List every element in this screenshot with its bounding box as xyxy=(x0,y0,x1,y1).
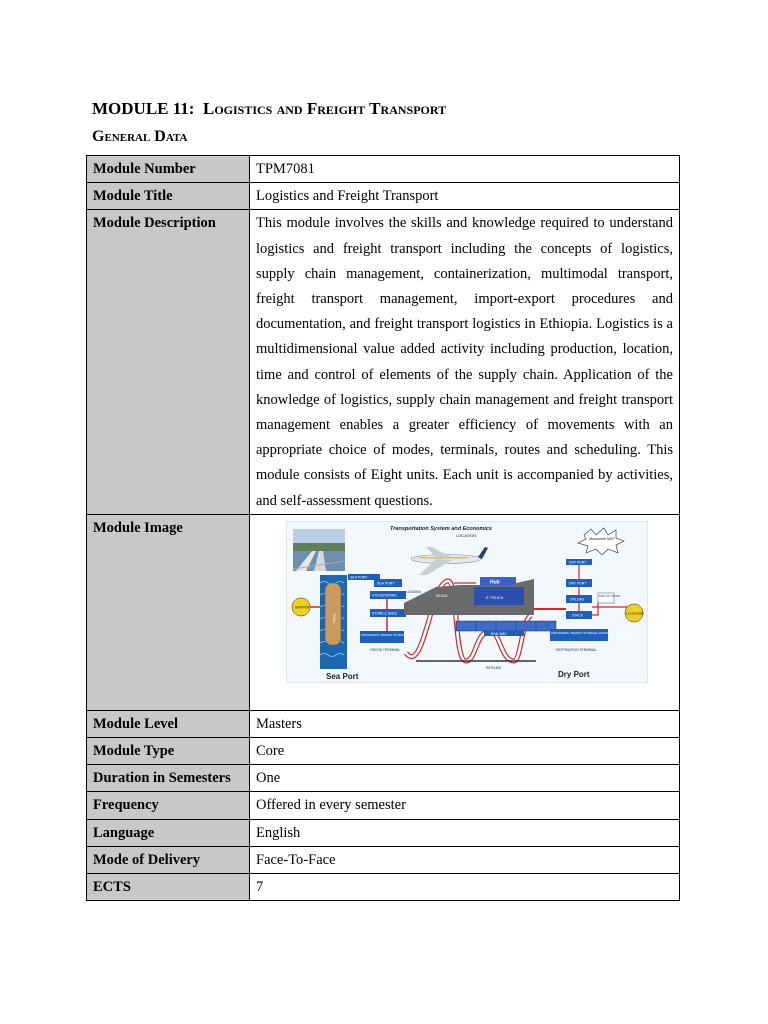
table-row xyxy=(87,765,680,792)
module-title-value: Logistics and Freight Transport xyxy=(250,183,680,210)
section-heading: General Data xyxy=(92,128,188,145)
module-name: Logistics and Freight Transport xyxy=(202,99,447,118)
module-image-cell xyxy=(250,514,680,710)
stevedoring-box: STEVEDORING xyxy=(372,593,397,598)
trucks-box: E TRUCK xyxy=(486,594,504,600)
dry-port-box-2: DRY PORT xyxy=(569,581,587,586)
pickup-label: PICK UP TRUCK xyxy=(599,593,621,598)
ects-value: 7 xyxy=(250,874,680,901)
module-label: MODULE 11: xyxy=(92,99,195,118)
ship-text: CMA xyxy=(332,613,337,623)
table-row xyxy=(87,210,680,514)
module-number-key: Module Number xyxy=(87,156,250,183)
module-title-key: Module Title xyxy=(87,183,250,210)
sea-port-box: SEA PORT xyxy=(350,575,368,580)
diagram-location: LOCATION xyxy=(456,532,477,538)
table-row xyxy=(87,792,680,819)
module-image-key: Module Image xyxy=(87,514,250,710)
pipeline-label: PIPELINE xyxy=(486,665,502,670)
frequency-key: Frequency xyxy=(87,792,250,819)
table-row xyxy=(87,846,680,873)
train-photo xyxy=(293,529,345,571)
road-label: ROAD xyxy=(436,592,448,598)
module-level-key: Module Level xyxy=(87,710,250,737)
consignee-label: CONSIGNEE xyxy=(626,611,645,616)
module-level-value: Masters xyxy=(250,710,680,737)
processing-right-box: PROCESSING TRANSIT STORAGE LOADING & DISPATCHING xyxy=(551,630,633,635)
unload-box: UNLOAD xyxy=(570,597,585,602)
cloud-text: Motorized/ NMT xyxy=(589,536,615,541)
module-type-key: Module Type xyxy=(87,738,250,765)
frequency-value: Offered in every semester xyxy=(250,792,680,819)
origin-terminal: ORIGIN TERMINAL xyxy=(370,647,401,652)
sea-port-box-2: SEA PORT xyxy=(377,581,395,586)
hub-label: Hub xyxy=(490,579,500,586)
dry-port-caption: Dry Port xyxy=(558,669,590,679)
stack-box: STACK xyxy=(572,613,584,618)
delivery-key: Mode of Delivery xyxy=(87,846,250,873)
table-row xyxy=(87,514,680,710)
shipper-label: SHIPPER xyxy=(295,605,309,610)
railway-label: RAIL WAY xyxy=(491,631,507,636)
module-data-table xyxy=(86,155,680,901)
destination-terminal: DESTINATION TERMINAL xyxy=(556,647,597,652)
table-row xyxy=(87,156,680,183)
loading-label: LOADING xyxy=(406,589,422,594)
table-row xyxy=(87,710,680,737)
ects-key: ECTS xyxy=(87,874,250,901)
sea-water xyxy=(320,575,347,669)
module-number-value: TPM7081 xyxy=(250,156,680,183)
module-description-key: Module Description xyxy=(87,210,250,514)
module-description-value: This module involves the skills and knowledge required to understand logistics and freight transport including the concepts of logistics, supply chain management, containerization, multimodal transport, freight transport management, import-export procedures and documentation, and freight transport logistics in Ethiopia. Logistics is a multidimensional value added activity including production, location, time and control of elements of the supply chain. Application of the knowledge of logistics, supply chain management and freight transport management enables a greater efficiency of movements with an appropriate choice of modes, terminals, routes and scheduling. This module consists of Eight units. Each unit is accompanied by activities, and self-assessment questions. xyxy=(250,210,680,514)
sea-port-caption: Sea Port xyxy=(326,671,359,681)
language-value: English xyxy=(250,819,680,846)
table-row xyxy=(87,183,680,210)
processing-left-box: PROCESSING TRANSIT STORAGE LOADING & DISPATCHING xyxy=(361,632,443,637)
duration-key: Duration in Semesters xyxy=(87,765,250,792)
transport-system-diagram xyxy=(286,521,648,683)
table-row xyxy=(87,819,680,846)
table-row xyxy=(87,738,680,765)
store-box: STORE & SHED xyxy=(372,611,398,616)
duration-value: One xyxy=(250,765,680,792)
module-heading xyxy=(92,99,446,119)
delivery-value: Face-To-Face xyxy=(250,846,680,873)
language-key: Language xyxy=(87,819,250,846)
train-cars xyxy=(456,621,556,631)
diagram-title: Transportation System and Economics xyxy=(390,525,492,532)
module-type-value: Core xyxy=(250,738,680,765)
table-row xyxy=(87,874,680,901)
dry-port-box: DRY PORT xyxy=(569,560,587,565)
